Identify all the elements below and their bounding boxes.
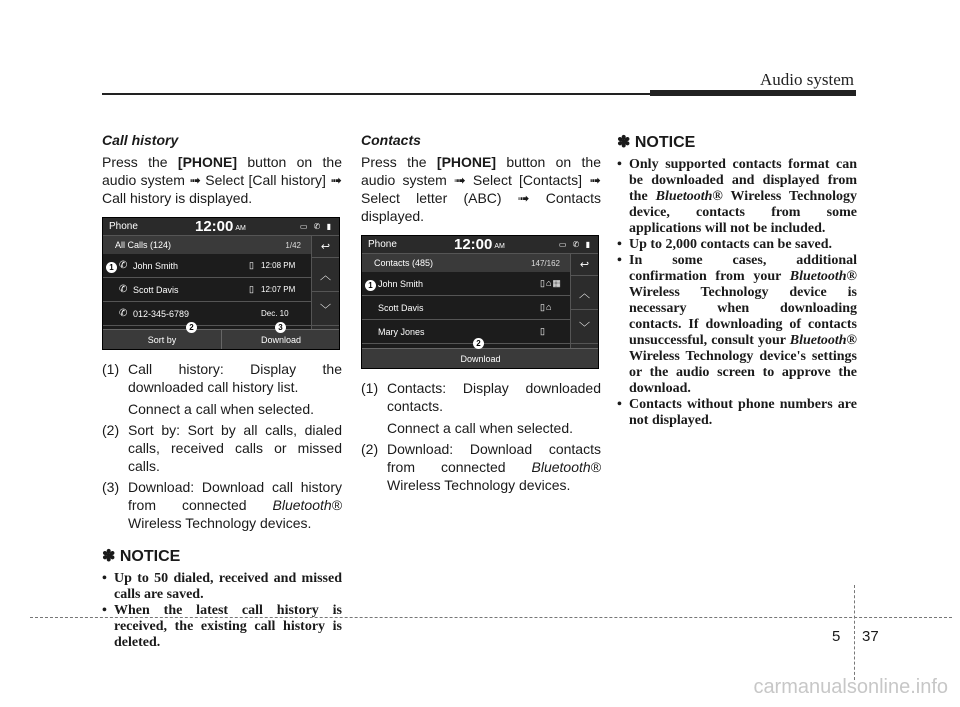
- phone-type-icons: ▯⌂: [540, 302, 553, 312]
- download-button[interactable]: Download: [362, 349, 599, 368]
- callout-2: 2: [186, 322, 197, 333]
- incoming-call-icon: ✆: [119, 284, 128, 295]
- mobile-icon: ▯: [249, 284, 254, 294]
- bullet-dot: •: [617, 157, 622, 172]
- bluetooth-mark: Bluetooth®: [531, 459, 601, 475]
- notice-bullet: [102, 603, 342, 651]
- call-history-items: [102, 360, 342, 532]
- list-item: [102, 478, 342, 532]
- bullet-dot: •: [617, 397, 622, 412]
- instruction-text: button on the audio system ➟ Select [Call history] ➟ Call history is displayed.: [102, 154, 342, 206]
- item-number: (2): [361, 441, 379, 457]
- bullet-text: [629, 253, 857, 397]
- bullet-text: When the latest call history is received, the existing call history is deleted.: [114, 603, 342, 650]
- bluetooth-mark: Bluetooth®: [655, 189, 723, 204]
- bullet-dot: •: [617, 237, 622, 252]
- header-bar: [650, 90, 856, 96]
- call-row[interactable]: [103, 278, 311, 302]
- screen-footer: [362, 348, 599, 368]
- item-text-part: Wireless Technology devices.: [387, 477, 571, 493]
- scroll-up-icon[interactable]: ︿: [571, 276, 598, 310]
- page-number: 37: [862, 628, 879, 645]
- bullet-dot: •: [102, 603, 107, 618]
- bullet-text: [629, 157, 857, 237]
- contacts-screen: [361, 235, 599, 369]
- bluetooth-mark: Bluetooth®: [789, 333, 857, 348]
- outgoing-call-icon: ✆: [119, 260, 128, 271]
- notice-bullet: [617, 237, 857, 253]
- footer-rule: [30, 617, 952, 618]
- clock-ampm: AM: [494, 243, 505, 250]
- contact-row[interactable]: [362, 272, 570, 296]
- contact-name: Mary Jones: [378, 326, 425, 337]
- scroll-up-icon[interactable]: ︿: [312, 258, 339, 292]
- list-item: [361, 379, 601, 437]
- list-title: Contacts (485): [374, 258, 434, 268]
- status-icons: ▭ ✆ ▮: [558, 240, 592, 249]
- call-time: 12:07 PM: [261, 285, 296, 294]
- contacts-notice: [617, 132, 857, 429]
- contact-name: John Smith: [378, 278, 424, 289]
- missed-call-icon: ✆: [119, 308, 128, 319]
- bullet-text: Up to 50 dialed, received and missed calls are saved.: [114, 571, 342, 602]
- callout-2: 2: [473, 338, 484, 349]
- status-bar: [103, 218, 339, 236]
- call-name: Scott Davis: [133, 284, 179, 295]
- item-number: (1): [102, 361, 120, 377]
- item-number: (1): [361, 380, 379, 396]
- instruction-text: Press the: [361, 154, 437, 170]
- clock-time: 12:00: [454, 236, 493, 253]
- item-number: (3): [102, 479, 120, 495]
- screen-footer: [103, 329, 340, 349]
- item-text-part: Wireless Technology devices.: [128, 515, 312, 531]
- call-history-section: [102, 132, 342, 651]
- item-text-part: Download: Download call history from connected: [128, 479, 342, 513]
- call-name: John Smith: [133, 260, 179, 271]
- call-row[interactable]: [103, 254, 311, 278]
- callout-3: 3: [275, 322, 286, 333]
- phone-key-label: [PHONE]: [436, 154, 497, 170]
- list-item: [102, 421, 342, 475]
- item-text: Call history: Display the downloaded call history list.: [128, 361, 342, 395]
- contact-row[interactable]: [362, 320, 570, 344]
- status-icons: ▭ ✆ ▮: [299, 222, 333, 231]
- contact-row[interactable]: [362, 296, 570, 320]
- item-text: [387, 440, 601, 494]
- call-history-screen: [102, 217, 340, 350]
- bluetooth-mark: Bluetooth®: [272, 497, 342, 513]
- list-count: 1/42: [285, 240, 301, 250]
- list-header[interactable]: [362, 254, 570, 272]
- item-text: [128, 478, 342, 532]
- mobile-icon: ▯: [249, 260, 254, 270]
- item-text-part: Download: Download contacts from connected: [387, 441, 601, 475]
- item-number: (2): [102, 422, 120, 438]
- bullet-text-part: Wireless Technology device is necessary when downloading contacts. If downloading of contacts unsuccessful, consult your: [629, 285, 857, 348]
- phone-key-label: [PHONE]: [177, 154, 238, 170]
- notice-bullet: [617, 397, 857, 429]
- item-subtext: Connect a call when selected.: [128, 401, 314, 417]
- bullet-text: Contacts without phone numbers are not displayed.: [629, 397, 857, 428]
- bullet-dot: •: [102, 571, 107, 586]
- bullet-text-part: Wireless Technology device, contacts from some applications will not be included.: [629, 189, 857, 236]
- phone-type-icons: ▯: [540, 326, 546, 336]
- header-title: Audio system: [760, 70, 854, 89]
- bullet-text-part: In some cases, additional confirmation from your: [629, 253, 857, 284]
- bullet-text-part: Only supported contacts format can be downloaded and displayed from the: [629, 157, 857, 204]
- sort-by-button[interactable]: Sort by: [103, 330, 222, 349]
- instruction-text: Press the: [102, 154, 178, 170]
- clock-ampm: AM: [235, 225, 246, 232]
- list-count: 147/162: [531, 258, 560, 268]
- call-name: 012-345-6789: [133, 308, 190, 319]
- footer-divider: [854, 585, 855, 680]
- contacts-section: [361, 132, 601, 497]
- notice-title: ✽ NOTICE: [102, 548, 181, 565]
- contacts-list: [362, 254, 570, 344]
- list-header[interactable]: [103, 236, 311, 254]
- call-list: [103, 236, 311, 326]
- notice-bullet: [617, 253, 857, 397]
- contacts-instruction: [361, 153, 601, 225]
- status-bar: [362, 236, 598, 254]
- call-time: Dec. 10: [261, 309, 289, 318]
- scroll-down-icon[interactable]: ﹀: [571, 310, 598, 344]
- contacts-items: [361, 379, 601, 494]
- callout-1: 1: [365, 280, 376, 291]
- item-subtext: Connect a call when selected.: [387, 420, 573, 436]
- clock-time: 12:00: [195, 218, 234, 235]
- notice-bullet: [617, 157, 857, 237]
- call-history-instruction: [102, 153, 342, 207]
- list-title: All Calls (124): [115, 240, 172, 250]
- item-text: Contacts: Display downloaded contacts.: [387, 380, 601, 414]
- app-name: Phone: [368, 239, 397, 250]
- instruction-text: button on the audio system ➟ Select [Contacts] ➟ Select letter (ABC) ➟ Contacts displayed.: [361, 154, 601, 224]
- notice-title: ✽ NOTICE: [617, 134, 696, 151]
- bullet-text: Up to 2,000 contacts can be saved.: [629, 237, 832, 252]
- back-icon[interactable]: ↩: [312, 236, 339, 258]
- list-item: [361, 440, 601, 494]
- download-button[interactable]: Download: [222, 330, 340, 349]
- call-history-title: Call history: [102, 132, 179, 148]
- page-chapter: 5: [832, 628, 841, 645]
- bluetooth-mark: Bluetooth®: [789, 269, 857, 284]
- notice-bullet: [102, 571, 342, 603]
- contacts-title: Contacts: [361, 132, 421, 148]
- app-name: Phone: [109, 221, 138, 232]
- item-text: Sort by: Sort by all calls, dialed calls, received calls or missed calls.: [128, 422, 342, 474]
- call-time: 12:08 PM: [261, 261, 296, 270]
- bullet-text-part: Wireless Technology device's settings or the audio screen to approve the download.: [629, 349, 857, 396]
- bullet-dot: •: [617, 253, 622, 268]
- scroll-down-icon[interactable]: ﹀: [312, 292, 339, 326]
- callout-1: 1: [106, 262, 117, 273]
- contact-name: Scott Davis: [378, 302, 424, 313]
- list-item: [102, 360, 342, 418]
- back-icon[interactable]: ↩: [571, 254, 598, 276]
- phone-type-icons: ▯⌂▦: [540, 278, 562, 288]
- watermark: carmanualsonline.info: [753, 676, 948, 698]
